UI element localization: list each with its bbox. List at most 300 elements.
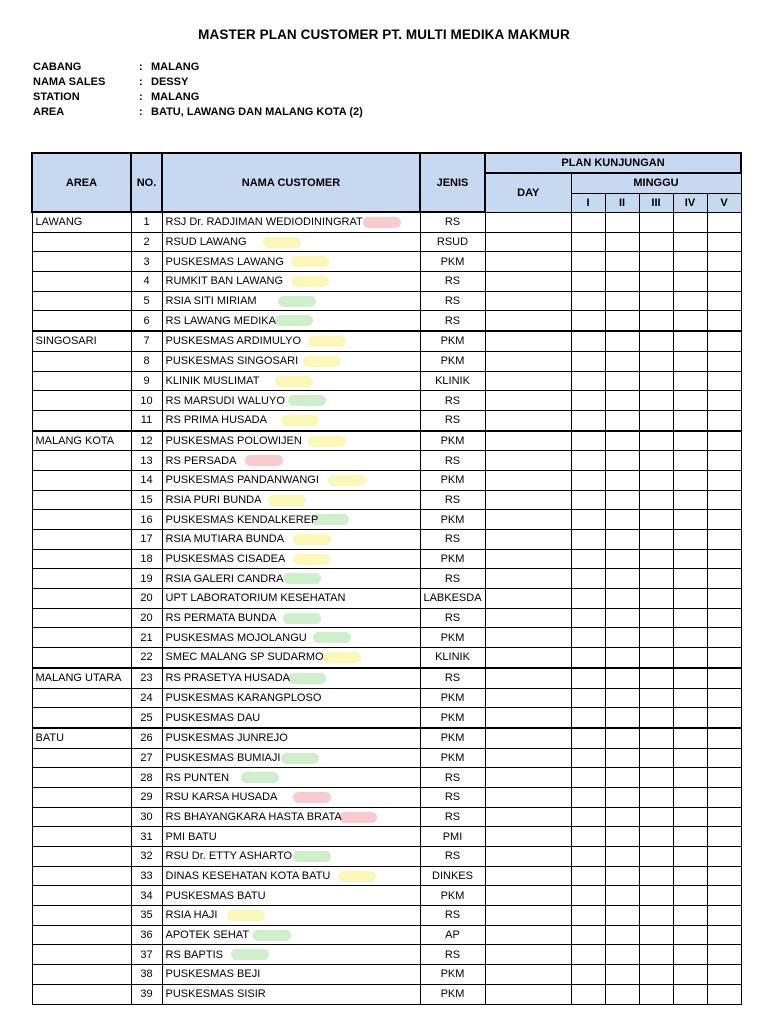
cell-week-4[interactable] xyxy=(673,431,707,451)
cell-week-4[interactable] xyxy=(673,391,707,411)
cell-week-5[interactable] xyxy=(707,787,741,807)
cell-week-2[interactable] xyxy=(605,827,639,847)
cell-day[interactable] xyxy=(485,490,571,510)
cell-week-5[interactable] xyxy=(707,549,741,569)
cell-week-4[interactable] xyxy=(673,748,707,768)
cell-week-5[interactable] xyxy=(707,748,741,768)
cell-week-5[interactable] xyxy=(707,648,741,668)
cell-week-4[interactable] xyxy=(673,530,707,550)
table-row xyxy=(32,291,741,311)
cell-nama-customer xyxy=(162,984,420,1004)
cell-day[interactable] xyxy=(485,451,571,471)
cell-week-1[interactable] xyxy=(571,787,605,807)
cell-week-4[interactable] xyxy=(673,351,707,371)
cell-no: 8 xyxy=(131,351,162,371)
cell-week-5[interactable] xyxy=(707,451,741,471)
cell-week-2[interactable] xyxy=(605,391,639,411)
cell-week-4[interactable] xyxy=(673,728,707,748)
cell-area xyxy=(32,945,131,965)
cell-week-1[interactable] xyxy=(571,331,605,351)
cell-area: BATU xyxy=(32,728,131,748)
cell-area: MALANG UTARA xyxy=(32,668,131,688)
cell-week-1[interactable] xyxy=(571,291,605,311)
cell-day[interactable] xyxy=(485,628,571,648)
cell-week-4[interactable] xyxy=(673,708,707,728)
cell-day[interactable] xyxy=(485,569,571,589)
cell-no: 13 xyxy=(131,451,162,471)
cell-week-5[interactable] xyxy=(707,866,741,886)
cell-week-3[interactable] xyxy=(639,608,673,628)
cell-day[interactable] xyxy=(485,371,571,391)
cell-day[interactable] xyxy=(485,232,571,252)
cell-day[interactable] xyxy=(485,252,571,272)
cell-week-3[interactable] xyxy=(639,847,673,867)
cell-week-5[interactable] xyxy=(707,708,741,728)
cell-week-2[interactable] xyxy=(605,431,639,451)
cell-jenis: RS xyxy=(420,608,485,628)
cell-week-2[interactable] xyxy=(605,331,639,351)
cell-no: 2 xyxy=(131,232,162,252)
cell-week-5[interactable] xyxy=(707,688,741,708)
cell-nama-customer xyxy=(162,431,420,451)
cell-week-5[interactable] xyxy=(707,668,741,688)
cell-week-3[interactable] xyxy=(639,371,673,391)
cell-week-3[interactable] xyxy=(639,628,673,648)
cell-week-2[interactable] xyxy=(605,569,639,589)
cell-week-4[interactable] xyxy=(673,827,707,847)
cell-day[interactable] xyxy=(485,510,571,530)
cell-week-3[interactable] xyxy=(639,768,673,788)
cell-week-5[interactable] xyxy=(707,510,741,530)
cell-week-1[interactable] xyxy=(571,351,605,371)
cell-week-1[interactable] xyxy=(571,847,605,867)
cell-jenis: RS xyxy=(420,768,485,788)
cell-week-4[interactable] xyxy=(673,451,707,471)
cell-week-5[interactable] xyxy=(707,470,741,490)
highlight-marker xyxy=(283,573,321,584)
cell-week-1[interactable] xyxy=(571,451,605,471)
cell-week-3[interactable] xyxy=(639,470,673,490)
cell-nama-customer xyxy=(162,608,420,628)
cell-week-2[interactable] xyxy=(605,470,639,490)
cell-week-4[interactable] xyxy=(673,311,707,331)
highlight-marker xyxy=(328,475,366,486)
cell-week-2[interactable] xyxy=(605,768,639,788)
highlight-marker xyxy=(308,336,346,347)
cell-week-5[interactable] xyxy=(707,232,741,252)
cell-week-2[interactable] xyxy=(605,212,639,232)
cell-week-2[interactable] xyxy=(605,787,639,807)
cell-week-2[interactable] xyxy=(605,648,639,668)
cell-week-1[interactable] xyxy=(571,431,605,451)
highlight-marker xyxy=(268,495,306,506)
cell-day[interactable] xyxy=(485,589,571,609)
cell-week-4[interactable] xyxy=(673,608,707,628)
cell-day[interactable] xyxy=(485,391,571,411)
cell-area xyxy=(32,906,131,926)
cell-week-1[interactable] xyxy=(571,410,605,430)
cell-week-2[interactable] xyxy=(605,807,639,827)
cell-week-1[interactable] xyxy=(571,807,605,827)
cell-week-4[interactable] xyxy=(673,768,707,788)
cell-week-5[interactable] xyxy=(707,965,741,985)
cell-nama-customer xyxy=(162,827,420,847)
cell-area xyxy=(32,648,131,668)
cell-day[interactable] xyxy=(485,925,571,945)
cell-no: 7 xyxy=(131,331,162,351)
cell-jenis: PKM xyxy=(420,351,485,371)
cell-week-1[interactable] xyxy=(571,748,605,768)
cell-day[interactable] xyxy=(485,728,571,748)
cell-week-4[interactable] xyxy=(673,628,707,648)
cell-week-4[interactable] xyxy=(673,807,707,827)
cell-week-4[interactable] xyxy=(673,410,707,430)
cell-week-5[interactable] xyxy=(707,827,741,847)
cell-week-1[interactable] xyxy=(571,608,605,628)
table-row xyxy=(32,688,741,708)
cell-week-1[interactable] xyxy=(571,965,605,985)
cell-week-3[interactable] xyxy=(639,688,673,708)
cell-week-2[interactable] xyxy=(605,291,639,311)
cell-week-3[interactable] xyxy=(639,490,673,510)
cell-week-5[interactable] xyxy=(707,530,741,550)
cell-week-2[interactable] xyxy=(605,608,639,628)
cell-week-3[interactable] xyxy=(639,291,673,311)
cell-week-3[interactable] xyxy=(639,827,673,847)
cell-week-2[interactable] xyxy=(605,371,639,391)
table-row xyxy=(32,272,741,292)
cell-week-3[interactable] xyxy=(639,807,673,827)
cell-week-1[interactable] xyxy=(571,688,605,708)
cell-week-1[interactable] xyxy=(571,212,605,232)
cell-day[interactable] xyxy=(485,351,571,371)
cell-day[interactable] xyxy=(485,530,571,550)
cell-day[interactable] xyxy=(485,331,571,351)
cell-day[interactable] xyxy=(485,748,571,768)
cell-week-5[interactable] xyxy=(707,371,741,391)
cell-jenis: KLINIK xyxy=(420,371,485,391)
cell-week-4[interactable] xyxy=(673,984,707,1004)
table-row xyxy=(32,549,741,569)
cell-week-3[interactable] xyxy=(639,351,673,371)
cell-week-3[interactable] xyxy=(639,569,673,589)
cell-week-5[interactable] xyxy=(707,252,741,272)
cell-week-3[interactable] xyxy=(639,728,673,748)
cell-week-3[interactable] xyxy=(639,331,673,351)
cell-week-1[interactable] xyxy=(571,886,605,906)
header-week-3: III xyxy=(639,193,673,212)
cell-week-1[interactable] xyxy=(571,984,605,1004)
cell-week-4[interactable] xyxy=(673,510,707,530)
cell-day[interactable] xyxy=(485,668,571,688)
cell-day[interactable] xyxy=(485,847,571,867)
cell-week-5[interactable] xyxy=(707,847,741,867)
cell-day[interactable] xyxy=(485,608,571,628)
cell-week-3[interactable] xyxy=(639,549,673,569)
cell-week-4[interactable] xyxy=(673,331,707,351)
cell-week-2[interactable] xyxy=(605,628,639,648)
cell-week-5[interactable] xyxy=(707,906,741,926)
cell-week-4[interactable] xyxy=(673,371,707,391)
cell-week-2[interactable] xyxy=(605,925,639,945)
cell-nama-customer xyxy=(162,331,420,351)
cell-week-5[interactable] xyxy=(707,628,741,648)
cell-week-1[interactable] xyxy=(571,768,605,788)
cell-week-1[interactable] xyxy=(571,945,605,965)
cell-week-3[interactable] xyxy=(639,431,673,451)
table-row xyxy=(32,569,741,589)
cell-day[interactable] xyxy=(485,688,571,708)
cell-no: 9 xyxy=(131,371,162,391)
cell-day[interactable] xyxy=(485,768,571,788)
cell-week-4[interactable] xyxy=(673,490,707,510)
cell-week-4[interactable] xyxy=(673,847,707,867)
cell-area xyxy=(32,272,131,292)
cell-week-2[interactable] xyxy=(605,906,639,926)
cell-week-1[interactable] xyxy=(571,827,605,847)
cell-week-5[interactable] xyxy=(707,569,741,589)
cell-week-5[interactable] xyxy=(707,925,741,945)
header-week-1: I xyxy=(571,193,605,212)
cell-week-5[interactable] xyxy=(707,768,741,788)
cell-week-5[interactable] xyxy=(707,589,741,609)
cell-week-1[interactable] xyxy=(571,530,605,550)
table-row xyxy=(32,351,741,371)
cell-week-4[interactable] xyxy=(673,906,707,926)
cell-day[interactable] xyxy=(485,807,571,827)
cell-week-1[interactable] xyxy=(571,708,605,728)
cell-week-2[interactable] xyxy=(605,410,639,430)
table-row xyxy=(32,311,741,331)
cell-week-5[interactable] xyxy=(707,212,741,232)
customer-name: PUSKESMAS ARDIMULYO xyxy=(165,335,301,348)
cell-week-1[interactable] xyxy=(571,569,605,589)
cell-week-2[interactable] xyxy=(605,728,639,748)
cell-week-5[interactable] xyxy=(707,608,741,628)
cell-week-2[interactable] xyxy=(605,748,639,768)
cell-week-3[interactable] xyxy=(639,648,673,668)
cell-week-4[interactable] xyxy=(673,648,707,668)
cell-week-1[interactable] xyxy=(571,866,605,886)
cell-day[interactable] xyxy=(485,708,571,728)
meta-value: BATU, LAWANG DAN MALANG KOTA (2) xyxy=(151,106,363,118)
cell-week-1[interactable] xyxy=(571,925,605,945)
cell-week-2[interactable] xyxy=(605,252,639,272)
cell-week-2[interactable] xyxy=(605,272,639,292)
cell-week-5[interactable] xyxy=(707,272,741,292)
cell-jenis: RS xyxy=(420,311,485,331)
cell-day[interactable] xyxy=(485,410,571,430)
customer-name: PUSKESMAS POLOWIJEN xyxy=(165,434,302,447)
cell-week-5[interactable] xyxy=(707,311,741,331)
cell-area xyxy=(32,391,131,411)
cell-week-1[interactable] xyxy=(571,311,605,331)
cell-week-3[interactable] xyxy=(639,530,673,550)
cell-week-1[interactable] xyxy=(571,668,605,688)
cell-week-1[interactable] xyxy=(571,589,605,609)
cell-week-2[interactable] xyxy=(605,866,639,886)
highlight-marker xyxy=(291,256,329,267)
cell-week-2[interactable] xyxy=(605,708,639,728)
highlight-marker xyxy=(275,315,313,326)
cell-day[interactable] xyxy=(485,965,571,985)
cell-week-1[interactable] xyxy=(571,391,605,411)
cell-week-5[interactable] xyxy=(707,490,741,510)
cell-week-5[interactable] xyxy=(707,291,741,311)
cell-week-4[interactable] xyxy=(673,787,707,807)
customer-name: RSU KARSA HUSADA xyxy=(165,791,278,804)
cell-week-3[interactable] xyxy=(639,748,673,768)
cell-week-4[interactable] xyxy=(673,668,707,688)
cell-week-3[interactable] xyxy=(639,866,673,886)
cell-week-4[interactable] xyxy=(673,866,707,886)
cell-day[interactable] xyxy=(485,984,571,1004)
cell-week-3[interactable] xyxy=(639,906,673,926)
cell-day[interactable] xyxy=(485,470,571,490)
meta-value: DESSY xyxy=(151,76,189,88)
cell-day[interactable] xyxy=(485,886,571,906)
cell-day[interactable] xyxy=(485,212,571,232)
cell-week-1[interactable] xyxy=(571,906,605,926)
cell-week-1[interactable] xyxy=(571,470,605,490)
cell-nama-customer xyxy=(162,291,420,311)
cell-week-1[interactable] xyxy=(571,232,605,252)
cell-week-1[interactable] xyxy=(571,510,605,530)
cell-week-3[interactable] xyxy=(639,589,673,609)
cell-week-5[interactable] xyxy=(707,728,741,748)
cell-day[interactable] xyxy=(485,272,571,292)
cell-week-2[interactable] xyxy=(605,510,639,530)
cell-week-3[interactable] xyxy=(639,232,673,252)
cell-day[interactable] xyxy=(485,827,571,847)
cell-week-2[interactable] xyxy=(605,490,639,510)
cell-week-3[interactable] xyxy=(639,252,673,272)
cell-week-3[interactable] xyxy=(639,451,673,471)
cell-week-5[interactable] xyxy=(707,984,741,1004)
cell-week-3[interactable] xyxy=(639,311,673,331)
cell-week-5[interactable] xyxy=(707,351,741,371)
customer-name: RS PRASETYA HUSADA xyxy=(165,672,290,685)
cell-week-1[interactable] xyxy=(571,648,605,668)
cell-day[interactable] xyxy=(485,787,571,807)
table-body xyxy=(32,212,741,1004)
highlight-marker xyxy=(313,632,351,643)
cell-day[interactable] xyxy=(485,945,571,965)
cell-jenis: RS xyxy=(420,212,485,232)
cell-week-2[interactable] xyxy=(605,847,639,867)
cell-week-1[interactable] xyxy=(571,728,605,748)
cell-day[interactable] xyxy=(485,906,571,926)
cell-day[interactable] xyxy=(485,431,571,451)
customer-plan-table xyxy=(31,152,742,1005)
cell-week-2[interactable] xyxy=(605,945,639,965)
cell-week-3[interactable] xyxy=(639,510,673,530)
cell-day[interactable] xyxy=(485,291,571,311)
cell-no: 37 xyxy=(131,945,162,965)
cell-week-1[interactable] xyxy=(571,252,605,272)
cell-week-3[interactable] xyxy=(639,708,673,728)
cell-week-4[interactable] xyxy=(673,252,707,272)
cell-week-2[interactable] xyxy=(605,549,639,569)
cell-area xyxy=(32,510,131,530)
meta-row-cabang: CABANG : MALANG xyxy=(33,61,200,73)
cell-week-3[interactable] xyxy=(639,945,673,965)
cell-week-3[interactable] xyxy=(639,965,673,985)
meta-value: MALANG xyxy=(151,91,200,103)
cell-no: 16 xyxy=(131,510,162,530)
cell-week-4[interactable] xyxy=(673,470,707,490)
cell-week-4[interactable] xyxy=(673,569,707,589)
cell-week-5[interactable] xyxy=(707,886,741,906)
cell-nama-customer xyxy=(162,906,420,926)
cell-area xyxy=(32,549,131,569)
cell-week-4[interactable] xyxy=(673,549,707,569)
cell-week-5[interactable] xyxy=(707,945,741,965)
cell-week-2[interactable] xyxy=(605,530,639,550)
cell-week-4[interactable] xyxy=(673,965,707,985)
cell-week-5[interactable] xyxy=(707,431,741,451)
customer-name: RSU Dr. ETTY ASHARTO xyxy=(165,850,293,863)
cell-week-3[interactable] xyxy=(639,272,673,292)
cell-week-1[interactable] xyxy=(571,628,605,648)
cell-week-5[interactable] xyxy=(707,807,741,827)
cell-day[interactable] xyxy=(485,866,571,886)
cell-week-3[interactable] xyxy=(639,391,673,411)
cell-week-4[interactable] xyxy=(673,688,707,708)
cell-week-2[interactable] xyxy=(605,232,639,252)
cell-week-4[interactable] xyxy=(673,925,707,945)
cell-week-5[interactable] xyxy=(707,391,741,411)
cell-week-1[interactable] xyxy=(571,490,605,510)
cell-week-4[interactable] xyxy=(673,212,707,232)
cell-week-3[interactable] xyxy=(639,668,673,688)
cell-week-3[interactable] xyxy=(639,886,673,906)
cell-week-2[interactable] xyxy=(605,984,639,1004)
meta-value: MALANG xyxy=(151,61,200,73)
cell-week-1[interactable] xyxy=(571,549,605,569)
cell-week-2[interactable] xyxy=(605,965,639,985)
cell-week-5[interactable] xyxy=(707,410,741,430)
cell-week-4[interactable] xyxy=(673,945,707,965)
meta-label: AREA xyxy=(33,106,65,118)
cell-no: 34 xyxy=(131,886,162,906)
cell-week-2[interactable] xyxy=(605,311,639,331)
cell-week-3[interactable] xyxy=(639,212,673,232)
cell-week-2[interactable] xyxy=(605,668,639,688)
cell-week-4[interactable] xyxy=(673,272,707,292)
cell-week-1[interactable] xyxy=(571,371,605,391)
cell-week-2[interactable] xyxy=(605,688,639,708)
cell-week-3[interactable] xyxy=(639,410,673,430)
cell-week-5[interactable] xyxy=(707,331,741,351)
cell-week-2[interactable] xyxy=(605,589,639,609)
cell-nama-customer xyxy=(162,807,420,827)
cell-week-4[interactable] xyxy=(673,886,707,906)
cell-week-4[interactable] xyxy=(673,291,707,311)
cell-week-3[interactable] xyxy=(639,925,673,945)
cell-day[interactable] xyxy=(485,549,571,569)
cell-week-4[interactable] xyxy=(673,232,707,252)
cell-week-4[interactable] xyxy=(673,589,707,609)
cell-week-2[interactable] xyxy=(605,886,639,906)
cell-week-1[interactable] xyxy=(571,272,605,292)
cell-week-2[interactable] xyxy=(605,451,639,471)
cell-week-3[interactable] xyxy=(639,984,673,1004)
cell-day[interactable] xyxy=(485,648,571,668)
cell-week-3[interactable] xyxy=(639,787,673,807)
cell-day[interactable] xyxy=(485,311,571,331)
cell-week-2[interactable] xyxy=(605,351,639,371)
